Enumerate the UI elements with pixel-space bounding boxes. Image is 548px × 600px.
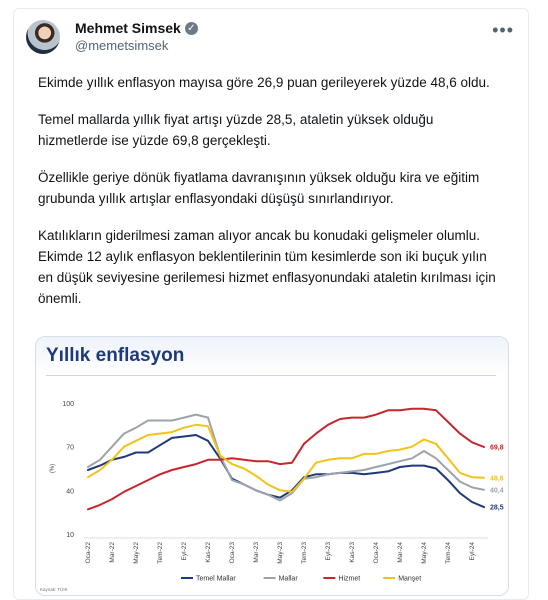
- legend-label: Temel Mallar: [196, 575, 236, 583]
- x-tick-label: Eyl-23: [325, 542, 332, 561]
- tweet-paragraph: Ekimde yıllık enflasyon mayısa göre 26,9 puan gerileyerek yüzde 48,6 oldu.: [38, 75, 490, 90]
- x-tick-label: Mar-24: [397, 542, 404, 563]
- author-name-row[interactable]: [75, 20, 198, 36]
- x-tick-label: Kas-23: [349, 542, 356, 563]
- tweet-paragraph: Temel mallarda yıllık fiyat artışı yüzde 28,5, ataletin yüksek olduğu hizmetlerde ise yüzde 69,8 gerçekleşti.: [38, 112, 434, 148]
- legend-label: Mallar: [278, 575, 298, 583]
- y-axis-label: (%): [50, 463, 56, 474]
- legend-label: Manşet: [398, 575, 422, 583]
- series-end-label: 40,4: [490, 487, 504, 495]
- x-tick-label: Mar-22: [109, 542, 116, 563]
- series-end-label: 48,6: [490, 475, 504, 483]
- more-options-icon[interactable]: •••: [492, 20, 514, 40]
- x-tick-label: May-23: [277, 542, 284, 564]
- series-end-label: 28,5: [490, 504, 504, 512]
- series-line-manşet: [88, 425, 484, 492]
- tweet-text: [38, 72, 498, 325]
- x-tick-label: Oca-23: [229, 542, 236, 564]
- y-tick-label: 70: [66, 444, 74, 452]
- x-tick-label: Eyl-24: [469, 542, 476, 561]
- series-end-label: 69,8: [490, 444, 504, 452]
- tweet-paragraph: Özellikle geriye dönük fiyatlama davranışının yüksek olduğu kira ve eğitim grubunda yıllık artışlar enflasyondaki düşüşü sınırlandırıyor.: [38, 170, 480, 206]
- x-tick-label: Oca-24: [373, 542, 380, 564]
- inflation-line-chart: [36, 337, 508, 595]
- chart-source-note: Kaynak: TÜİK: [40, 587, 68, 592]
- x-tick-label: Mar-23: [253, 542, 260, 563]
- x-tick-label: Tem-24: [445, 542, 452, 564]
- x-tick-label: Kas-22: [205, 542, 212, 563]
- chart-title: Yıllık enflasyon: [46, 345, 185, 366]
- author-name[interactable]: Mehmet Simsek: [75, 20, 181, 36]
- legend-label: Hizmet: [338, 575, 361, 583]
- verified-badge-icon: ✓: [185, 22, 198, 35]
- tweet-paragraph: Katılıkların giderilmesi zaman alıyor ancak bu konudaki gelişmeler olumlu. Ekimde 12 aylık enflasyon beklentilerinin tüm kesimlerde son iki buçuk yılın en düşük seviyesine gerilemesi hizmet enflasyonundaki ataletin kırılması için önemli.: [38, 228, 496, 306]
- y-tick-label: 100: [62, 401, 74, 408]
- x-tick-label: Eyl-22: [181, 542, 188, 561]
- y-tick-label: 10: [66, 532, 74, 539]
- author-handle[interactable]: @memetsimsek: [75, 38, 169, 53]
- x-tick-label: Oca-22: [85, 542, 92, 564]
- chart-image[interactable]: [35, 336, 509, 596]
- x-tick-label: Tem-22: [157, 542, 164, 564]
- series-line-mallar: [88, 415, 484, 501]
- x-tick-label: Tem-23: [301, 542, 308, 564]
- y-tick-label: 40: [66, 488, 74, 496]
- x-tick-label: May-22: [133, 542, 140, 564]
- x-tick-label: May-24: [421, 542, 428, 564]
- avatar[interactable]: [26, 20, 60, 54]
